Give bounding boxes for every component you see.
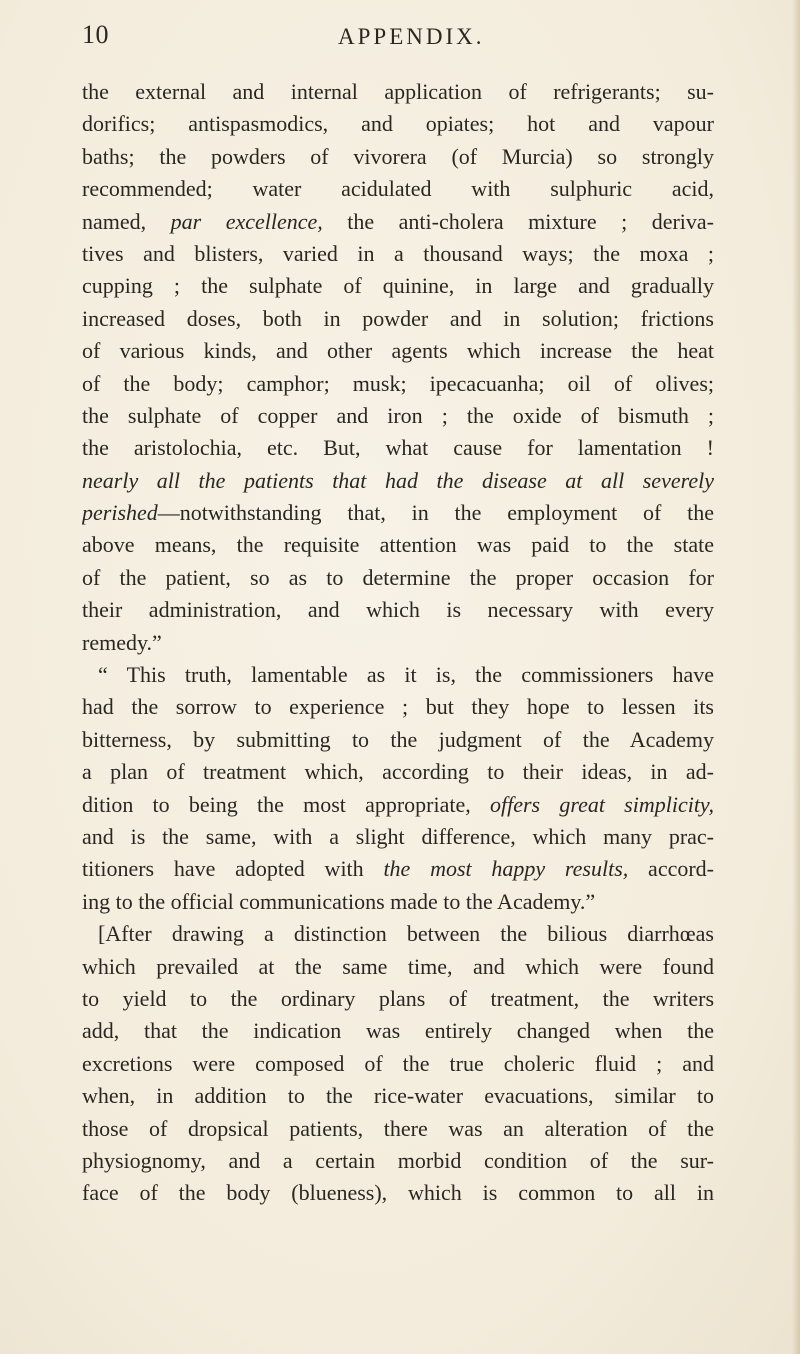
text-line bbox=[82, 206, 714, 238]
text-line: which prevailed at the same time, and which were found bbox=[82, 953, 714, 979]
page-number: 10 bbox=[82, 20, 109, 49]
running-head: APPENDIX. bbox=[338, 24, 485, 49]
text-line: excretions were composed of the true choleric fluid ; and bbox=[82, 1050, 714, 1076]
text-line: those of dropsical patients, there was an alteration of the bbox=[82, 1115, 714, 1141]
text-line: a plan of treatment which, according to their ideas, in ad- bbox=[82, 759, 714, 785]
text-line: “ This truth, lamentable as it is, the commissioners have bbox=[98, 662, 714, 688]
italic-run: the most happy results, bbox=[383, 856, 629, 882]
body-text bbox=[82, 76, 714, 1210]
italic-run: par excellence, bbox=[170, 208, 323, 234]
text-run: —notwithstanding that, in the employment of the bbox=[157, 500, 714, 526]
text-line: the aristolochia, etc. But, what cause for lamentation ! bbox=[82, 435, 714, 461]
italic-run: offers great simplicity, bbox=[489, 791, 714, 817]
text-run: accord- bbox=[628, 856, 714, 882]
text-line: recommended; water acidulated with sulphuric acid, bbox=[82, 176, 714, 202]
page-header bbox=[82, 20, 714, 56]
text-line: their administration, and which is necessary with every bbox=[82, 597, 714, 623]
text-line: add, that the indication was entirely changed when the bbox=[82, 1018, 714, 1044]
text-line: ing to the official communications made to the Academy.” bbox=[82, 888, 596, 914]
text-line bbox=[82, 789, 714, 821]
text-line bbox=[82, 465, 714, 497]
text-line: to yield to the ordinary plans of treatment, the writers bbox=[82, 985, 714, 1011]
text-run: dition to being the most appropriate, bbox=[82, 791, 490, 817]
text-run: named, bbox=[82, 208, 171, 234]
text-line: remedy.” bbox=[82, 629, 162, 655]
text-line: the sulphate of copper and iron ; the oxide of bismuth ; bbox=[82, 402, 714, 428]
text-line: when, in addition to the rice-water evacuations, similar to bbox=[82, 1083, 714, 1109]
text-line: and is the same, with a slight difference, which many prac- bbox=[82, 823, 714, 849]
text-line: cupping ; the sulphate of quinine, in large and gradually bbox=[82, 273, 714, 299]
text-line bbox=[82, 497, 714, 529]
text-line: dorifics; antispasmodics, and opiates; hot and vapour bbox=[82, 111, 714, 137]
text-line: the external and internal application of refrigerants; su- bbox=[82, 79, 714, 104]
text-line: had the sorrow to experience ; but they hope to lessen its bbox=[82, 694, 714, 720]
text-line: tives and blisters, varied in a thousand ways; the moxa ; bbox=[82, 240, 714, 266]
text-line: baths; the powders of vivorera (of Murcia) so strongly bbox=[82, 143, 714, 169]
text-line: bitterness, by submitting to the judgment of the Academy bbox=[82, 726, 714, 752]
text-run: titioners have adopted with bbox=[82, 856, 384, 882]
text-line: above means, the requisite attention was paid to the state bbox=[82, 532, 714, 558]
text-line: [After drawing a distinction between the bilious diarrhœas bbox=[98, 921, 714, 947]
text-line: face of the body (blueness), which is common to all in bbox=[82, 1180, 714, 1206]
text-line bbox=[82, 853, 714, 885]
italic-run: perished bbox=[82, 500, 158, 526]
text-line: of the patient, so as to determine the proper occasion for bbox=[82, 564, 714, 590]
text-line: of the body; camphor; musk; ipecacuanha; oil of olives; bbox=[82, 370, 714, 396]
italic-run: nearly all the patients that had the disease at all severely bbox=[82, 467, 714, 493]
page-edge-shadow bbox=[792, 0, 800, 1354]
text-line: physiognomy, and a certain morbid condition of the sur- bbox=[82, 1147, 714, 1173]
text-run: the anti-cholera mixture ; deriva- bbox=[322, 208, 714, 234]
text-line: of various kinds, and other agents which increase the heat bbox=[82, 338, 714, 364]
text-line: increased doses, both in powder and in solution; frictions bbox=[82, 305, 714, 331]
